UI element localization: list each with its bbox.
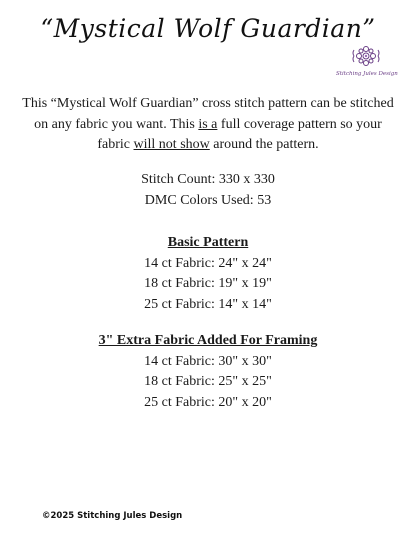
pattern-stats (0, 170, 416, 211)
fabric-size-line: 14 ct Fabric: 24" x 24" (144, 255, 272, 271)
page-title: “Mystical Wolf Guardian” (40, 14, 376, 43)
basic-pattern-section (0, 233, 416, 315)
brand-logo (336, 44, 396, 77)
dmc-colors-used: DMC Colors Used: 53 (144, 192, 272, 208)
intro-text-1: This “Mystical Wolf Guardian” cross stitch pattern can be stitched on any fabric you want. This (22, 96, 394, 132)
stitch-count: Stitch Count: 330 x 330 (141, 172, 275, 187)
fabric-size-line: 25 ct Fabric: 20" x 20" (144, 394, 272, 410)
extra-fabric-heading: 3" Extra Fabric Added For Framing (98, 333, 318, 348)
intro-text-3: around the pattern. (209, 137, 319, 152)
intro-underline-is-a: is a (198, 116, 218, 132)
fabric-size-line: 18 ct Fabric: 19" x 19" (144, 276, 272, 291)
intro-underline-will-not-show: will not show (133, 137, 210, 152)
logo-text: Stitching Jules Design (336, 71, 398, 77)
flower-ornament-icon (351, 44, 381, 70)
fabric-size-line: 14 ct Fabric: 30" x 30" (144, 353, 272, 369)
copyright-notice: ©2025 Stitching Jules Design (42, 511, 183, 521)
fabric-size-line: 18 ct Fabric: 25" x 25" (144, 374, 272, 389)
fabric-size-line: 25 ct Fabric: 14" x 14" (144, 296, 272, 312)
basic-pattern-heading: Basic Pattern (167, 235, 249, 250)
intro-text-2: full coverage pattern so your fabric (97, 116, 382, 152)
intro-paragraph (20, 94, 396, 156)
extra-fabric-section (0, 331, 416, 413)
